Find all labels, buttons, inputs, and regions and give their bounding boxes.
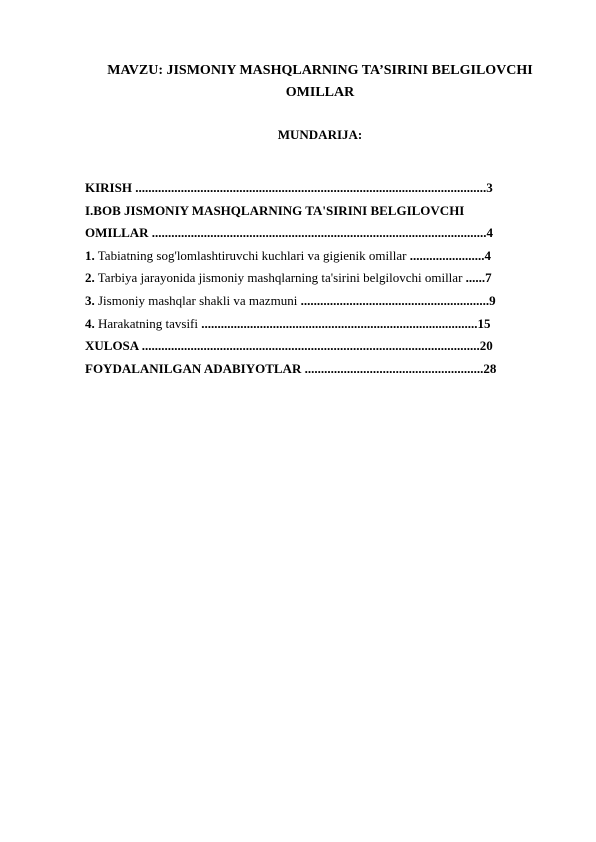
toc-entry-bob-1-line-2 xyxy=(85,225,545,248)
toc-entry-number: 1. xyxy=(85,247,95,263)
toc-entry-bob-1-line-1 xyxy=(85,203,545,226)
toc-entry-leader: .......................4 xyxy=(406,247,491,263)
document-title-line-1: MAVZU: JISMONIY MASHQLARNING TA’SIRINI BELGILOVCHI xyxy=(107,63,533,78)
toc-entry-text: XULOSA ........................................................................................................20 xyxy=(85,338,493,354)
toc-entry-kirish xyxy=(85,180,545,203)
toc-heading: MUNDARIJA: xyxy=(277,127,363,142)
toc-entry-text: OMILLAR .......................................................................................................4 xyxy=(85,225,494,241)
toc-entry-1 xyxy=(85,248,545,271)
toc-entry-number: 2. xyxy=(85,270,95,286)
toc-entry-text: I.BOB JISMONIY MASHQLARNING TA'SIRINI BELGILOVCHI xyxy=(85,202,465,218)
toc-entry-text: Harakatning tavsifi xyxy=(94,315,198,331)
toc-entry-2 xyxy=(85,270,545,293)
toc-entry-text: KIRISH ............................................................................................................3 xyxy=(85,180,493,195)
toc-entry-text: Tarbiya jarayonida jismoniy mashqlarning ta'sirini belgilovchi omillar xyxy=(94,270,463,286)
document-title-line-2: OMILLAR xyxy=(285,85,355,100)
toc-entry-number: 4. xyxy=(85,315,95,331)
toc-entry-xulosa xyxy=(85,338,545,361)
toc-entry-4 xyxy=(85,316,545,339)
toc-entry-leader: .....................................................................................15 xyxy=(198,315,491,331)
toc-entry-leader: ..........................................................9 xyxy=(297,292,496,308)
toc-entry-number: 3. xyxy=(85,292,95,308)
toc-entry-text: Tabiatning sog'lomlashtiruvchi kuchlari va gigienik omillar xyxy=(94,247,407,263)
toc-entry-adabiyotlar xyxy=(85,361,545,384)
toc-entry-text: Jismoniy mashqlar shakli va mazmuni xyxy=(94,292,298,308)
toc-entry-leader: ......7 xyxy=(462,270,492,286)
toc-entry-text: FOYDALANILGAN ADABIYOTLAR .......................................................28 xyxy=(85,360,497,376)
toc-entry-3 xyxy=(85,293,545,316)
table-of-contents xyxy=(85,180,545,383)
